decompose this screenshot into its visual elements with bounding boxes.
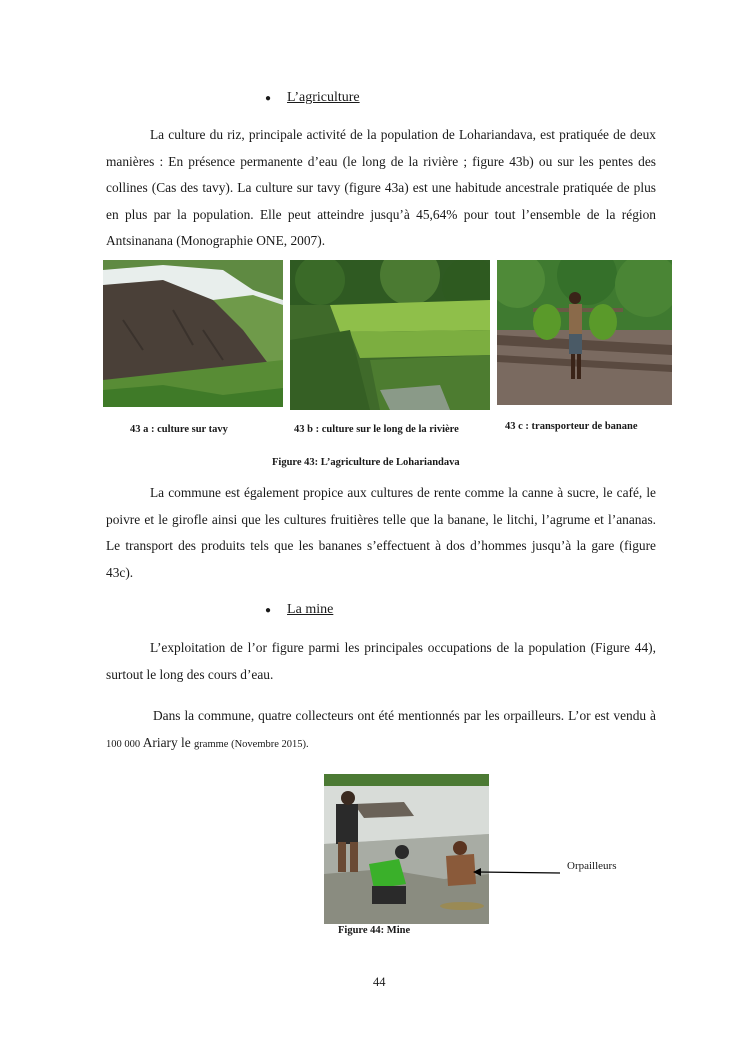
price-date: (Novembre 2015). [228, 738, 309, 750]
currency-text: Ariary le [140, 734, 195, 750]
mine-heading: La mine [287, 602, 334, 617]
orpailleurs-label: Orpailleurs [567, 860, 617, 872]
mine-heading-line [265, 602, 333, 618]
mine-paragraph2-block [106, 703, 656, 758]
photo-44-mine [324, 774, 489, 924]
agriculture-paragraph-block [106, 122, 656, 255]
figure-43-title: Figure 43: L’agriculture de Lohariandava [272, 457, 460, 468]
photo-43b-riviere [290, 260, 490, 410]
mine-paragraph1: L’exploitation de l’or figure parmi les principales occupations de la population (Figure 44), surtout le long des cours d’eau. [106, 640, 656, 682]
caption-43c: 43 c : transporteur de banane [505, 421, 638, 432]
mine-paragraph2: Dans la commune, quatre collecteurs ont été mentionnés par les orpailleurs. L’or est vendu à [153, 708, 656, 723]
caption-43a: 43 a : culture sur tavy [130, 424, 228, 435]
figure-44-title: Figure 44: Mine [338, 925, 411, 936]
photo-43c-transporteur [497, 260, 672, 405]
page-number: 44 [373, 975, 386, 989]
gold-price: 100 000 [106, 738, 141, 750]
agriculture-heading-line [265, 90, 360, 106]
mine-paragraph1-block [106, 635, 656, 688]
rente-paragraph: La commune est également propice aux cultures de rente comme la canne à sucre, le café, le poivre et le girofle ainsi que les cultures fruitières telle que la banane, le litchi, l’agrume et l’ananas. Le transport des produits tels que les bananes s’effectuent à dos d’hommes jusqu’à la gare (figure 43c). [106, 485, 656, 580]
bullet-icon: ● [265, 92, 272, 104]
agriculture-paragraph: La culture du riz, principale activité de la population de Lohariandava, est pratiquée de deux manières : En présence permanente d’eau (le long de la rivière ; figure 43b) ou sur les pentes des collines (Cas des tavy). La culture sur tavy (figure 43a) est une habitude ancestrale pratiquée de plus en plus par la population. Elle peut atteindre jusqu’à 45,64% pour tout l’ensemble de la région Antsinanana (Monographie ONE, 2007). [106, 127, 656, 249]
agriculture-heading: L’agriculture [287, 90, 360, 105]
bullet-icon: ● [265, 604, 272, 616]
arrow-icon [470, 862, 562, 882]
rente-paragraph-block [106, 480, 656, 586]
caption-43b: 43 b : culture sur le long de la rivière [294, 424, 459, 435]
photo-43a-tavy [103, 260, 283, 407]
gold-unit: gramme [194, 738, 229, 750]
